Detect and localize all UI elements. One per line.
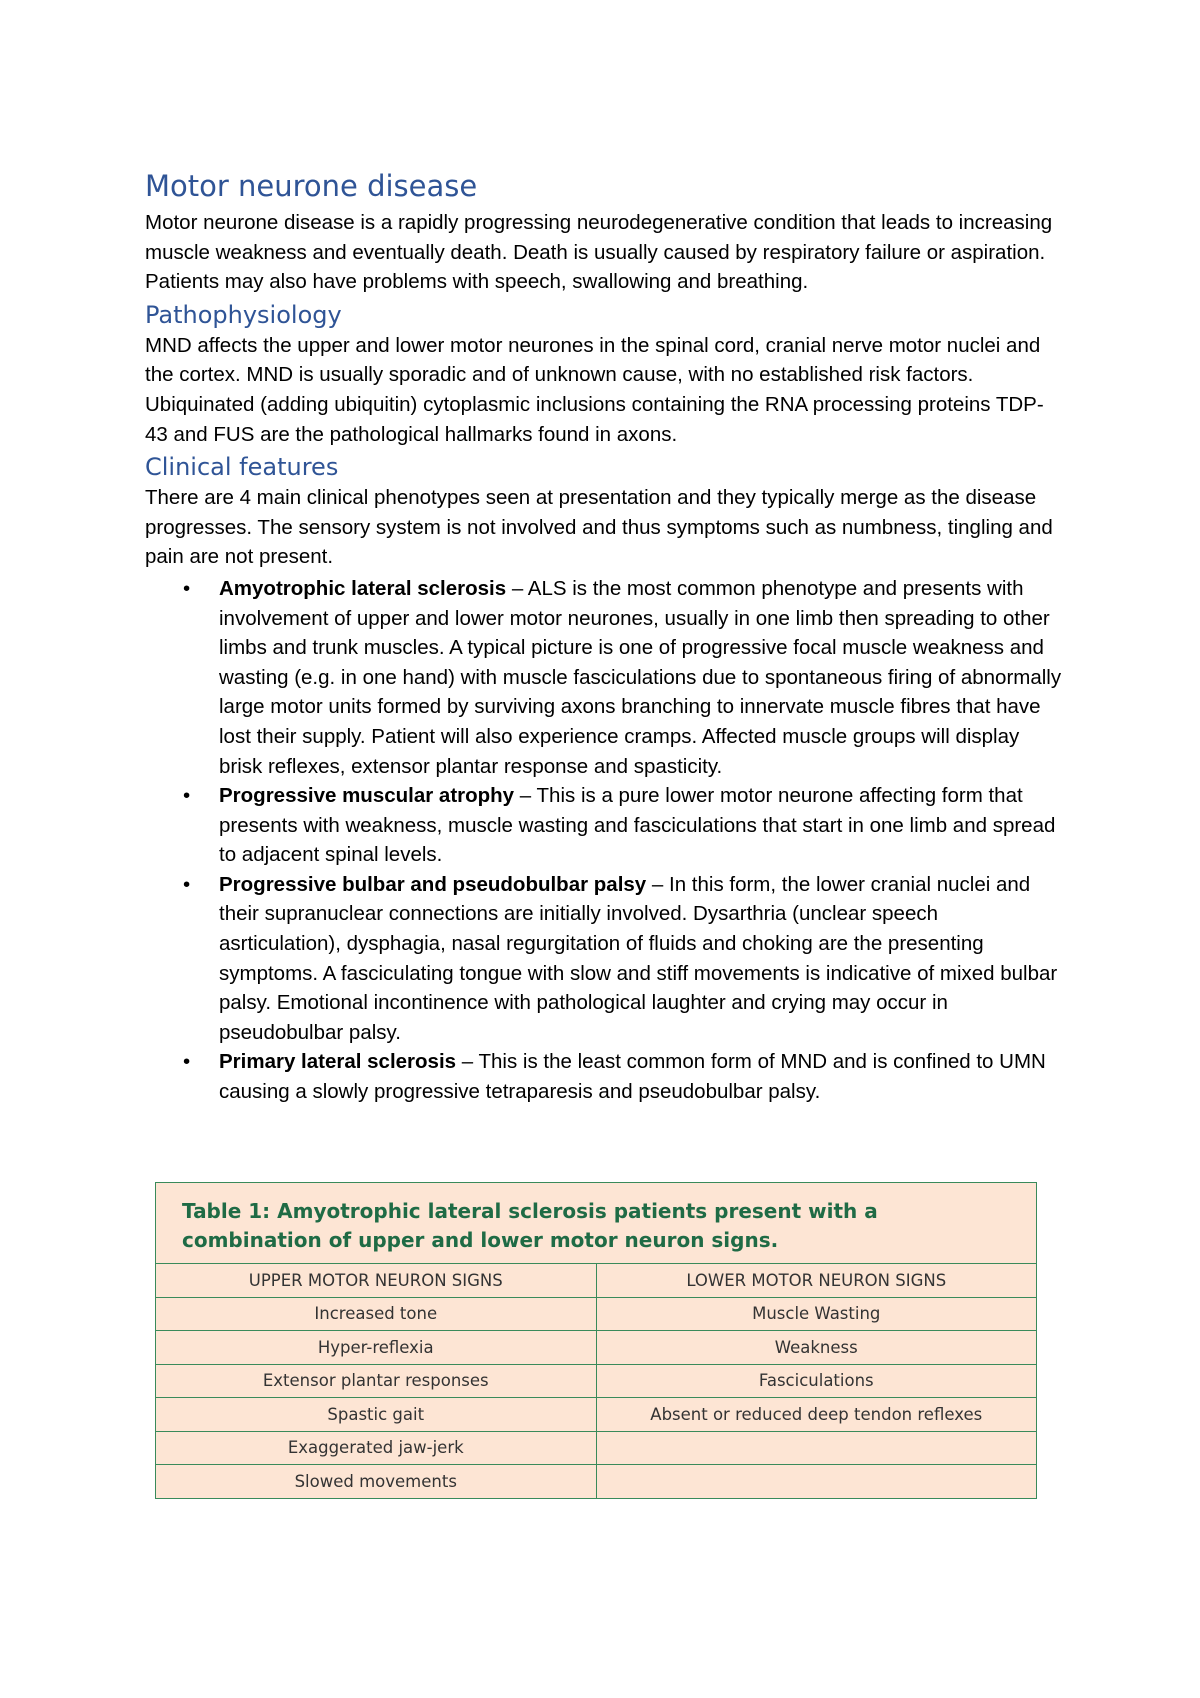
list-item (145, 870, 1065, 1048)
table-row (156, 1465, 1036, 1498)
bullet-icon: • (183, 872, 191, 896)
table-row (156, 1297, 1036, 1331)
table-cell: Fasciculations (596, 1364, 1036, 1398)
list-item-text: – ALS is the most common phenotype and presents with involvement of upper and lower motor neurones, usually in one limb then spreading to other limbs and trunk muscles. A typical picture is one of progressive focal muscle weakness and wasting (e.g. in one hand) with muscle fasciculations due to spontaneous firing of abnormally large motor units formed by surviving axons branching to innervate muscle fibres that have lost their supply. Patient will also experience cramps. Affected muscle groups will display brisk reflexes, extensor plantar response and spasticity. (219, 576, 1062, 778)
clinical-features-heading: Clinical features (145, 453, 339, 482)
table-row (156, 1398, 1036, 1432)
list-item-text: – In this form, the lower cranial nuclei and their supranuclear connections are initially involved. Dysarthria (unclear speech asrticulation), dysphagia, nasal regurgitation of fluids and choking are the presenting symptoms. A fasciculating tongue with slow and stiff movements is indicative of mixed bulbar palsy. Emotional incontinence with pathological laughter and crying may occur in pseudobulbar palsy. (219, 872, 1058, 1044)
intro-paragraph: Motor neurone disease is a rapidly progressing neurodegenerative condition that leads to increasing muscle weakness and eventually death. Death is usually caused by respiratory failure or aspiration. Patients may also have problems with speech, swallowing and breathing. (145, 211, 1053, 294)
bullet-icon: • (183, 1050, 191, 1074)
signs-table (155, 1182, 1037, 1499)
table-header-cell: LOWER MOTOR NEURON SIGNS (596, 1264, 1036, 1297)
clinical-features-paragraph: There are 4 main clinical phenotypes seen at presentation and they typically merge as the disease progresses. The sensory system is not involved and thus symptoms such as numbness, tingling and pain are not present. (145, 486, 1053, 569)
table-row (156, 1331, 1036, 1365)
list-item-term: Progressive bulbar and pseudobulbar palsy (219, 872, 647, 896)
page-title: Motor neurone disease (145, 169, 478, 203)
table-cell: Slowed movements (156, 1465, 596, 1498)
table-row (156, 1364, 1036, 1398)
table-cell (596, 1431, 1036, 1465)
table-cell: Increased tone (156, 1297, 596, 1331)
list-item-text: – This is the least common form of MND and is confined to UMN causing a slowly progressive tetraparesis and pseudobulbar palsy. (219, 1050, 1046, 1104)
table-row (156, 1431, 1036, 1465)
list-item-term: Amyotrophic lateral sclerosis (219, 576, 507, 600)
table-cell: Hyper-reflexia (156, 1331, 596, 1365)
table-cell: Spastic gait (156, 1398, 596, 1432)
table-header-cell: UPPER MOTOR NEURON SIGNS (156, 1264, 596, 1297)
table-cell: Muscle Wasting (596, 1297, 1036, 1331)
table-cell (596, 1465, 1036, 1498)
list-item-term: Progressive muscular atrophy (219, 784, 515, 808)
table-cell: Weakness (596, 1331, 1036, 1365)
table-title: Table 1: Amyotrophic lateral sclerosis patients present with a combination of upper and lower motor neuron signs. (156, 1183, 1036, 1264)
bullet-icon: • (183, 784, 191, 808)
table-cell: Exaggerated jaw-jerk (156, 1431, 596, 1465)
bullet-icon: • (183, 576, 191, 600)
signs-grid (156, 1264, 1036, 1498)
list-item-term: Primary lateral sclerosis (219, 1050, 457, 1074)
document-body (145, 168, 1065, 1107)
table-cell: Absent or reduced deep tendon reflexes (596, 1398, 1036, 1432)
pathophysiology-paragraph: MND affects the upper and lower motor neurones in the spinal cord, cranial nerve motor nuclei and the cortex. MND is usually sporadic and of unknown cause, with no established risk factors. Ubiquinated (adding ubiquitin) cytoplasmic inclusions containing the RNA processing proteins TDP-43 and FUS are the pathological hallmarks found in axons. (145, 333, 1044, 446)
phenotype-list (145, 574, 1065, 1107)
list-item (145, 781, 1065, 870)
list-item-text: – This is a pure lower motor neurone affecting form that presents with weakness, muscle wasting and fasciculations that start in one limb and spread to adjacent spinal levels. (219, 784, 1056, 867)
table-cell: Extensor plantar responses (156, 1364, 596, 1398)
list-item (145, 1047, 1065, 1106)
table-header-row (156, 1264, 1036, 1297)
list-item (145, 574, 1065, 781)
pathophysiology-heading: Pathophysiology (145, 300, 342, 329)
